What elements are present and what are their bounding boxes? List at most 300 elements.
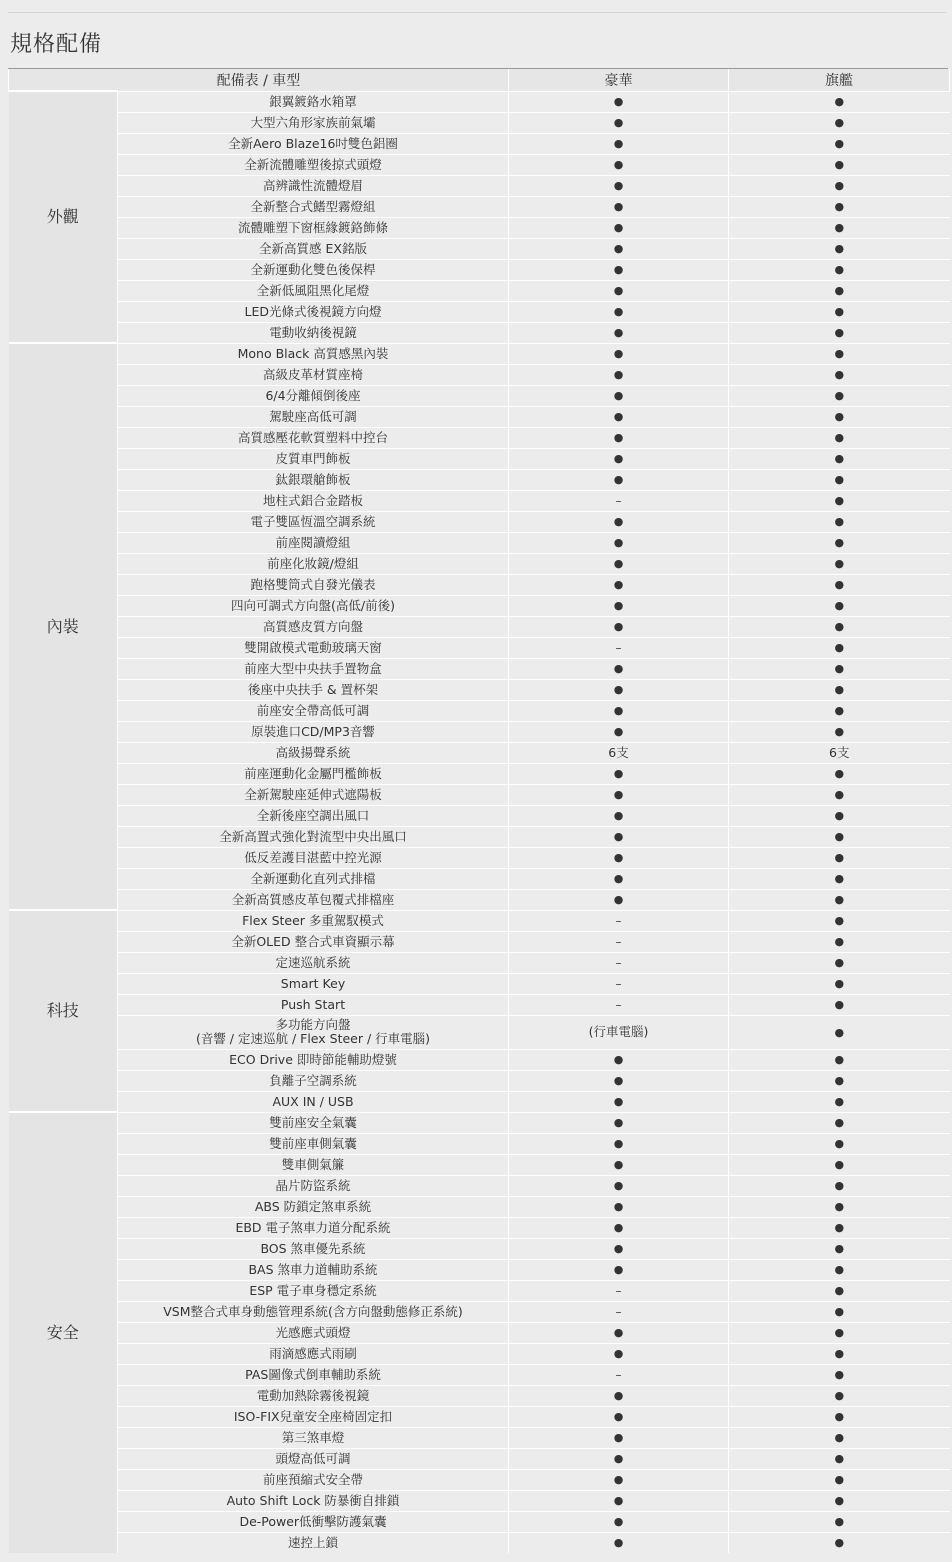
table-row bbox=[9, 469, 950, 490]
table-row bbox=[9, 490, 950, 511]
item-name: 前座閱讀燈組 bbox=[118, 532, 509, 553]
luxury-value bbox=[509, 133, 729, 154]
bullet-icon: ● bbox=[834, 683, 845, 696]
table-row bbox=[9, 910, 950, 931]
bullet-icon: ● bbox=[613, 221, 624, 234]
luxury-value bbox=[509, 679, 729, 700]
bullet-icon: ● bbox=[834, 158, 845, 171]
bullet-icon: ● bbox=[613, 1179, 624, 1192]
value-text: 6支 bbox=[829, 744, 850, 760]
category-cell: 科技 bbox=[9, 910, 118, 1112]
bullet-icon: ● bbox=[613, 515, 624, 528]
table-row bbox=[9, 1490, 950, 1511]
flagship-value bbox=[729, 679, 950, 700]
flagship-value bbox=[729, 553, 950, 574]
item-name: 電動加熱除霧後視鏡 bbox=[118, 1385, 509, 1406]
table-row bbox=[9, 826, 950, 847]
bullet-icon: ● bbox=[613, 893, 624, 906]
bullet-icon: ● bbox=[834, 956, 845, 969]
bullet-icon: ● bbox=[613, 452, 624, 465]
luxury-value bbox=[509, 406, 729, 427]
bullet-icon: ● bbox=[613, 347, 624, 360]
bullet-icon: ● bbox=[613, 179, 624, 192]
flagship-value bbox=[729, 217, 950, 238]
bullet-icon: ● bbox=[834, 1410, 845, 1423]
item-name: 流體雕塑下窗框緣鍍鉻飾條 bbox=[118, 217, 509, 238]
table-row bbox=[9, 889, 950, 910]
flagship-value bbox=[729, 343, 950, 364]
bullet-icon: ● bbox=[613, 368, 624, 381]
flagship-value bbox=[729, 994, 950, 1015]
flagship-value bbox=[729, 826, 950, 847]
bullet-icon: ● bbox=[613, 1095, 624, 1108]
bullet-icon: ● bbox=[613, 1536, 624, 1550]
item-name-line: 多功能方向盤 bbox=[275, 1017, 351, 1032]
bullet-icon: ● bbox=[834, 1137, 845, 1150]
item-name: Flex Steer 多重駕馭模式 bbox=[118, 910, 509, 931]
item-name: 高級皮革材質座椅 bbox=[118, 364, 509, 385]
table-row bbox=[9, 1217, 950, 1238]
item-name: 雙前座安全氣囊 bbox=[118, 1112, 509, 1133]
luxury-value bbox=[509, 217, 729, 238]
flagship-value bbox=[729, 511, 950, 532]
bullet-icon: ● bbox=[834, 347, 845, 360]
bullet-icon: ● bbox=[613, 1242, 624, 1255]
bullet-icon: ● bbox=[613, 1452, 624, 1465]
bullet-icon: ● bbox=[834, 1494, 845, 1507]
flagship-value bbox=[729, 784, 950, 805]
luxury-value bbox=[509, 889, 729, 910]
table-row bbox=[9, 721, 950, 742]
luxury-value bbox=[509, 595, 729, 616]
bullet-icon: ● bbox=[834, 1284, 845, 1297]
item-name: 高質感皮質方向盤 bbox=[118, 616, 509, 637]
table-row bbox=[9, 742, 950, 763]
table-row bbox=[9, 1196, 950, 1217]
flagship-value bbox=[729, 1511, 950, 1532]
luxury-value bbox=[509, 931, 729, 952]
bullet-icon: ● bbox=[834, 788, 845, 801]
luxury-value bbox=[509, 574, 729, 595]
luxury-value bbox=[509, 1511, 729, 1532]
bullet-icon: ● bbox=[834, 914, 845, 927]
bullet-icon: ● bbox=[834, 767, 845, 780]
bullet-icon: ● bbox=[834, 872, 845, 885]
flagship-value bbox=[729, 112, 950, 133]
flagship-value bbox=[729, 910, 950, 931]
bullet-icon: ● bbox=[834, 1389, 845, 1402]
bullet-icon: ● bbox=[834, 830, 845, 843]
luxury-value bbox=[509, 469, 729, 490]
table-row bbox=[9, 1448, 950, 1469]
luxury-value bbox=[509, 1070, 729, 1091]
flagship-value bbox=[729, 1091, 950, 1112]
item-name: 低反差護目湛藍中控光源 bbox=[118, 847, 509, 868]
table-row bbox=[9, 1133, 950, 1154]
luxury-value bbox=[509, 637, 729, 658]
item-name: LED光條式後視鏡方向燈 bbox=[118, 301, 509, 322]
item-name: 電動收納後視鏡 bbox=[118, 322, 509, 343]
bullet-icon: ● bbox=[613, 242, 624, 255]
item-name: 全新整合式鰭型霧燈組 bbox=[118, 196, 509, 217]
item-name: PAS圖像式倒車輔助系統 bbox=[118, 1364, 509, 1385]
bullet-icon: ● bbox=[613, 599, 624, 612]
table-row bbox=[9, 1322, 950, 1343]
flagship-value bbox=[729, 952, 950, 973]
flagship-value bbox=[729, 1112, 950, 1133]
item-name: 駕駛座高低可調 bbox=[118, 406, 509, 427]
bullet-icon: ● bbox=[613, 116, 624, 129]
bullet-icon: ● bbox=[834, 431, 845, 444]
item-name-detail: (音響 / 定速巡航 / Flex Steer / 行車電腦) bbox=[195, 1031, 431, 1046]
item-name: 全新流體雕塑後掠式頭燈 bbox=[118, 154, 509, 175]
luxury-value bbox=[509, 700, 729, 721]
luxury-value bbox=[509, 1091, 729, 1112]
bullet-icon: ● bbox=[613, 305, 624, 318]
luxury-value bbox=[509, 196, 729, 217]
flagship-value bbox=[729, 427, 950, 448]
flagship-value bbox=[729, 1196, 950, 1217]
bullet-icon: ● bbox=[613, 851, 624, 864]
table-row bbox=[9, 1469, 950, 1490]
table-row bbox=[9, 616, 950, 637]
category-cell: 外觀 bbox=[9, 91, 118, 343]
luxury-value bbox=[509, 259, 729, 280]
luxury-value bbox=[509, 1301, 729, 1322]
bullet-icon: ● bbox=[834, 1116, 845, 1129]
flagship-value bbox=[729, 700, 950, 721]
luxury-value bbox=[509, 1154, 729, 1175]
luxury-value bbox=[509, 1280, 729, 1301]
item-name: 高級揚聲系統 bbox=[118, 742, 509, 763]
flagship-value bbox=[729, 889, 950, 910]
table-row bbox=[9, 1301, 950, 1322]
item-name: 前座大型中央扶手置物盒 bbox=[118, 658, 509, 679]
luxury-value bbox=[509, 1112, 729, 1133]
bullet-icon: ● bbox=[613, 200, 624, 213]
luxury-value bbox=[509, 385, 729, 406]
table-row bbox=[9, 1154, 950, 1175]
bullet-icon: ● bbox=[613, 1116, 624, 1129]
bullet-icon: ● bbox=[834, 536, 845, 549]
table-row bbox=[9, 847, 950, 868]
bullet-icon: ● bbox=[834, 179, 845, 192]
table-row bbox=[9, 574, 950, 595]
flagship-value bbox=[729, 805, 950, 826]
bullet-icon: ● bbox=[613, 1263, 624, 1276]
item-name: 雙開啟模式電動玻璃天窗 bbox=[118, 637, 509, 658]
item-name: ABS 防鎖定煞車系統 bbox=[118, 1196, 509, 1217]
flagship-value bbox=[729, 133, 950, 154]
table-row bbox=[9, 427, 950, 448]
table-row bbox=[9, 1406, 950, 1427]
item-name: 前座運動化金屬門檻飾板 bbox=[118, 763, 509, 784]
item-name: 原裝進口CD/MP3音響 bbox=[118, 721, 509, 742]
table-row bbox=[9, 196, 950, 217]
bullet-icon: ● bbox=[613, 830, 624, 843]
luxury-value bbox=[509, 1259, 729, 1280]
item-name: 地柱式鋁合金踏板 bbox=[118, 490, 509, 511]
item-name: 第三煞車燈 bbox=[118, 1427, 509, 1448]
bullet-icon: ● bbox=[834, 410, 845, 423]
bullet-icon: ● bbox=[834, 620, 845, 633]
luxury-value bbox=[509, 154, 729, 175]
luxury-value bbox=[509, 511, 729, 532]
dash-mark: – bbox=[615, 640, 622, 655]
flagship-value bbox=[729, 1532, 950, 1553]
item-name: 全新駕駛座延伸式遮陽板 bbox=[118, 784, 509, 805]
table-row bbox=[9, 112, 950, 133]
bullet-icon: ● bbox=[613, 788, 624, 801]
bullet-icon: ● bbox=[834, 1025, 845, 1039]
flagship-value bbox=[729, 385, 950, 406]
item-name: Smart Key bbox=[118, 973, 509, 994]
luxury-value bbox=[509, 553, 729, 574]
bullet-icon: ● bbox=[613, 704, 624, 717]
luxury-value bbox=[509, 112, 729, 133]
bullet-icon: ● bbox=[613, 725, 624, 738]
bullet-icon: ● bbox=[834, 1074, 845, 1087]
luxury-value bbox=[509, 847, 729, 868]
item-name: 全新運動化直列式排檔 bbox=[118, 868, 509, 889]
table-row bbox=[9, 784, 950, 805]
flagship-value bbox=[729, 574, 950, 595]
dash-mark: – bbox=[615, 976, 622, 991]
table-row bbox=[9, 1343, 950, 1364]
bullet-icon: ● bbox=[613, 137, 624, 150]
luxury-value bbox=[509, 868, 729, 889]
item-name: AUX IN / USB bbox=[118, 1091, 509, 1112]
flagship-value bbox=[729, 175, 950, 196]
table-row bbox=[9, 1511, 950, 1532]
table-row bbox=[9, 637, 950, 658]
bullet-icon: ● bbox=[834, 1053, 845, 1066]
bullet-icon: ● bbox=[834, 1263, 845, 1276]
flagship-value bbox=[729, 847, 950, 868]
luxury-value bbox=[509, 280, 729, 301]
luxury-value bbox=[509, 1364, 729, 1385]
luxury-value bbox=[509, 448, 729, 469]
table-row bbox=[9, 1049, 950, 1070]
bullet-icon: ● bbox=[834, 935, 845, 948]
bullet-icon: ● bbox=[834, 305, 845, 318]
table-row bbox=[9, 385, 950, 406]
flagship-value bbox=[729, 1490, 950, 1511]
luxury-value bbox=[509, 826, 729, 847]
item-name: ISO-FIX兒童安全座椅固定扣 bbox=[118, 1406, 509, 1427]
bullet-icon: ● bbox=[834, 1515, 845, 1528]
bullet-icon: ● bbox=[834, 1536, 845, 1550]
dash-mark: – bbox=[615, 1304, 622, 1319]
item-name: 速控上鎖 bbox=[118, 1532, 509, 1553]
bullet-icon: ● bbox=[613, 1494, 624, 1507]
spec-table bbox=[8, 69, 950, 1553]
bullet-icon: ● bbox=[834, 641, 845, 654]
luxury-value bbox=[509, 763, 729, 784]
bullet-icon: ● bbox=[834, 704, 845, 717]
luxury-value bbox=[509, 1049, 729, 1070]
item-name: 全新OLED 整合式車資顯示幕 bbox=[118, 931, 509, 952]
bullet-icon: ● bbox=[834, 977, 845, 990]
bullet-icon: ● bbox=[834, 893, 845, 906]
item-name: 頭燈高低可調 bbox=[118, 1448, 509, 1469]
bullet-icon: ● bbox=[834, 473, 845, 486]
bullet-icon: ● bbox=[613, 662, 624, 675]
item-name: 晶片防盜系統 bbox=[118, 1175, 509, 1196]
flagship-value bbox=[729, 1154, 950, 1175]
bullet-icon: ● bbox=[613, 410, 624, 423]
table-row bbox=[9, 301, 950, 322]
dash-mark: – bbox=[615, 493, 622, 508]
flagship-value bbox=[729, 490, 950, 511]
dash-mark: – bbox=[615, 913, 622, 928]
table-row bbox=[9, 1532, 950, 1553]
bullet-icon: ● bbox=[613, 1410, 624, 1423]
bullet-icon: ● bbox=[834, 1452, 845, 1465]
bullet-icon: ● bbox=[613, 620, 624, 633]
luxury-value bbox=[509, 1322, 729, 1343]
luxury-value bbox=[509, 91, 729, 112]
item-name: 前座預縮式安全帶 bbox=[118, 1469, 509, 1490]
bullet-icon: ● bbox=[834, 1200, 845, 1213]
flagship-value bbox=[729, 1049, 950, 1070]
luxury-value bbox=[509, 1238, 729, 1259]
table-row bbox=[9, 406, 950, 427]
flagship-value bbox=[729, 721, 950, 742]
item-name: 雨滴感應式雨刷 bbox=[118, 1343, 509, 1364]
bullet-icon: ● bbox=[834, 1095, 845, 1108]
table-row bbox=[9, 448, 950, 469]
bullet-icon: ● bbox=[834, 1179, 845, 1192]
table-row bbox=[9, 133, 950, 154]
table-row bbox=[9, 175, 950, 196]
flagship-value bbox=[729, 280, 950, 301]
flagship-value bbox=[729, 364, 950, 385]
item-name: VSM整合式車身動態管理系統(含方向盤動態修正系統) bbox=[118, 1301, 509, 1322]
flagship-value bbox=[729, 1175, 950, 1196]
item-name: ESP 電子車身穩定系統 bbox=[118, 1280, 509, 1301]
item-name: 銀翼鍍鉻水箱罩 bbox=[118, 91, 509, 112]
luxury-value bbox=[509, 1015, 729, 1049]
bullet-icon: ● bbox=[613, 473, 624, 486]
bullet-icon: ● bbox=[613, 284, 624, 297]
dash-mark: – bbox=[615, 997, 622, 1012]
bullet-icon: ● bbox=[613, 1431, 624, 1444]
bullet-icon: ● bbox=[834, 1242, 845, 1255]
item-name: 全新高質感 EX銘版 bbox=[118, 238, 509, 259]
item-name: ECO Drive 即時節能輔助燈號 bbox=[118, 1049, 509, 1070]
flagship-value bbox=[729, 406, 950, 427]
luxury-value bbox=[509, 322, 729, 343]
item-name: 後座中央扶手 & 置杯架 bbox=[118, 679, 509, 700]
luxury-value bbox=[509, 427, 729, 448]
luxury-value bbox=[509, 238, 729, 259]
flagship-value bbox=[729, 322, 950, 343]
flagship-value bbox=[729, 1217, 950, 1238]
luxury-value bbox=[509, 952, 729, 973]
flagship-value bbox=[729, 616, 950, 637]
table-row bbox=[9, 763, 950, 784]
bullet-icon: ● bbox=[834, 326, 845, 339]
table-row bbox=[9, 1070, 950, 1091]
item-name: 皮質車門飾板 bbox=[118, 448, 509, 469]
bullet-icon: ● bbox=[613, 389, 624, 402]
table-row bbox=[9, 868, 950, 889]
item-name: 前座安全帶高低可調 bbox=[118, 700, 509, 721]
item-name: 雙車側氣簾 bbox=[118, 1154, 509, 1175]
flagship-value bbox=[729, 1322, 950, 1343]
page-title: 規格配備 bbox=[10, 32, 103, 57]
bullet-icon: ● bbox=[613, 872, 624, 885]
item-name: 高辨識性流體燈眉 bbox=[118, 175, 509, 196]
bullet-icon: ● bbox=[834, 578, 845, 591]
luxury-value bbox=[509, 490, 729, 511]
luxury-value bbox=[509, 973, 729, 994]
item-name: 負離子空調系統 bbox=[118, 1070, 509, 1091]
item-name: 大型六角形家族前氣壩 bbox=[118, 112, 509, 133]
flagship-value bbox=[729, 1343, 950, 1364]
bullet-icon: ● bbox=[834, 515, 845, 528]
bullet-icon: ● bbox=[834, 851, 845, 864]
item-name: 前座化妝鏡/燈組 bbox=[118, 553, 509, 574]
table-row bbox=[9, 805, 950, 826]
bullet-icon: ● bbox=[613, 1326, 624, 1339]
flagship-value bbox=[729, 1427, 950, 1448]
flagship-value bbox=[729, 1259, 950, 1280]
item-name: 高質感壓花軟質塑料中控台 bbox=[118, 427, 509, 448]
item-name: 全新後座空調出風口 bbox=[118, 805, 509, 826]
item-name: 6/4分離傾倒後座 bbox=[118, 385, 509, 406]
bullet-icon: ● bbox=[613, 1053, 624, 1066]
header-equipment: 配備表 / 車型 bbox=[9, 69, 509, 91]
luxury-value bbox=[509, 616, 729, 637]
flagship-value bbox=[729, 1469, 950, 1490]
bullet-icon: ● bbox=[613, 95, 624, 108]
bullet-icon: ● bbox=[834, 1347, 845, 1360]
bullet-icon: ● bbox=[834, 116, 845, 129]
table-row bbox=[9, 259, 950, 280]
luxury-value bbox=[509, 1490, 729, 1511]
luxury-value bbox=[509, 343, 729, 364]
bullet-icon: ● bbox=[613, 1200, 624, 1213]
flagship-value bbox=[729, 637, 950, 658]
table-row bbox=[9, 553, 950, 574]
luxury-value bbox=[509, 1385, 729, 1406]
table-row bbox=[9, 217, 950, 238]
flagship-value bbox=[729, 448, 950, 469]
item-name: EBD 電子煞車力道分配系統 bbox=[118, 1217, 509, 1238]
item-name: 全新高質感皮革包覆式排檔座 bbox=[118, 889, 509, 910]
top-divider bbox=[8, 12, 946, 13]
luxury-value bbox=[509, 1196, 729, 1217]
bullet-icon: ● bbox=[834, 809, 845, 822]
table-row bbox=[9, 343, 950, 364]
flagship-value bbox=[729, 1364, 950, 1385]
value-text: 6支 bbox=[608, 744, 629, 760]
bullet-icon: ● bbox=[834, 284, 845, 297]
table-row bbox=[9, 1427, 950, 1448]
item-name: 定速巡航系統 bbox=[118, 952, 509, 973]
flagship-value bbox=[729, 1406, 950, 1427]
bullet-icon: ● bbox=[834, 599, 845, 612]
flagship-value bbox=[729, 763, 950, 784]
item-name: De-Power低衝擊防護氣囊 bbox=[118, 1511, 509, 1532]
table-row bbox=[9, 238, 950, 259]
table-row bbox=[9, 931, 950, 952]
bullet-icon: ● bbox=[834, 1305, 845, 1318]
table-row bbox=[9, 700, 950, 721]
table-row bbox=[9, 511, 950, 532]
